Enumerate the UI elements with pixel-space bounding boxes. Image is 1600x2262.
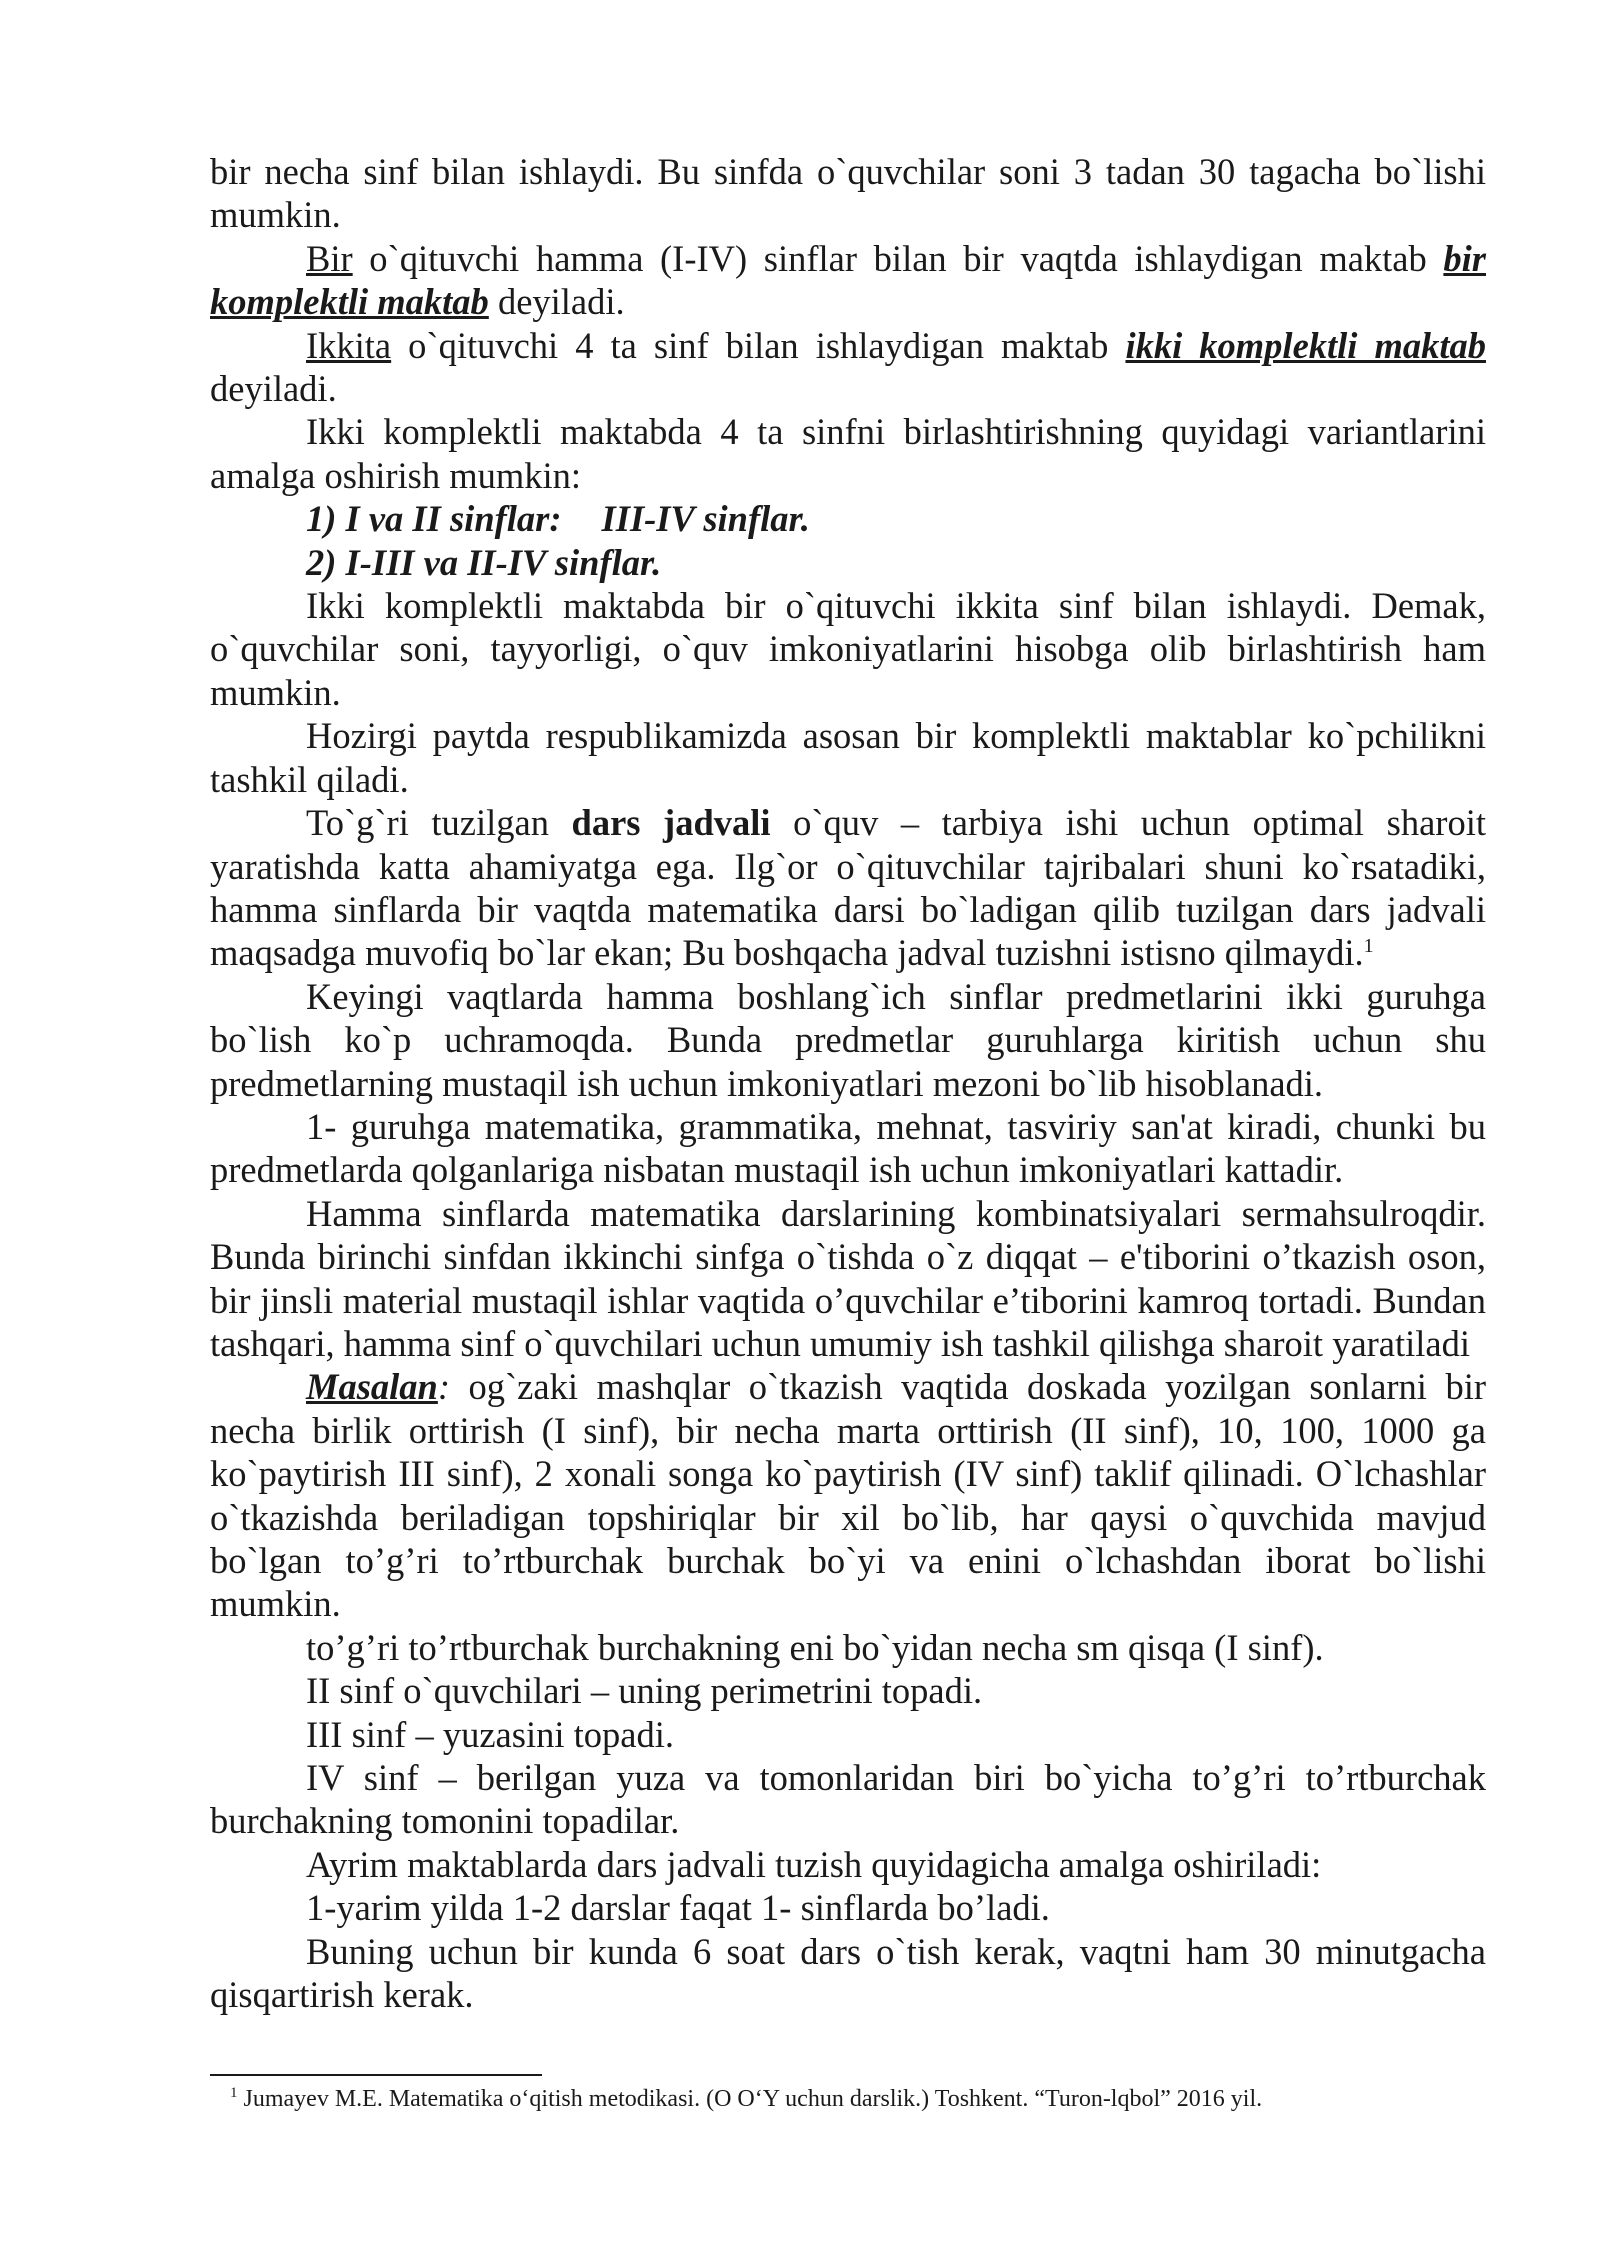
underlined-term: Ikkita (306, 324, 392, 366)
defined-term: bir komplektli maktab (210, 237, 1486, 323)
footnote-reference[interactable]: 1 (1363, 935, 1374, 958)
paragraph: Hozirgi paytda respublikamizda asosan bir komplektli maktablar ko`pchilikni tashkil qiladi. (210, 715, 1486, 800)
text-run: o`qituvchi 4 ta sinf bilan ishlaydigan maktab (391, 324, 1126, 366)
paragraph: 1- guruhga matematika, grammatika, mehnat, tasviriy san'at kiradi, chunki bu predmetlarda qolganlariga nisbatan mustaqil ish uchun imkoniyatlari kattadir. (210, 1105, 1486, 1191)
text-run: : (437, 1366, 451, 1408)
paragraph (210, 237, 1486, 324)
example-label: Masalan (306, 1366, 438, 1408)
list-item-part: III-IV sinflar. (601, 498, 810, 540)
paragraph: bir necha sinf bilan ishlaydi. Bu sinfda o`quvchilar soni 3 tadan 30 tagacha bo`lishi mumkin. (210, 151, 1486, 236)
footnote-text: Jumayev M.E. Matematika o‘qitish metodikasi. (O O‘Y uchun darslik.) Toshkent. “Turon-lqbol” 2016 yil. (237, 2086, 1263, 2112)
footnote (230, 2084, 1470, 2114)
underlined-term: Bir (306, 237, 353, 279)
bold-term: dars jadvali (571, 802, 771, 844)
paragraph: Hamma sinflarda matematika darslarining kombinatsiyalari sermahsulroqdir. Bunda birinchi sinfdan ikkinchi sinfga o`tishda o`z diqqat – e'tiborini o’tkazish oson, bir jinsli material mustaqil ishlar vaqtida o’quvchilar e’tiborini kamroq tortadi. Bundan tashqari, hamma sinf o`quvchilari uchun umumiy ish tashkil qilishga sharoit yaratiladi (210, 1192, 1486, 1364)
text-run: o`quv – tarbiya ishi uchun optimal sharoit yaratishda katta ahamiyatga ega. Ilg`or o`qituvchilar tajribalari shuni ko`rsatadiki, hamma sinflarda bir vaqtda matematika darsi bo`ladigan qilib tuzilgan dars jadvali maqsadga muvofiq bo`lar ekan; Bu boshqacha jadval tuzishni istisno qilmaydi. (210, 802, 1486, 974)
paragraph: to’g’ri to’rtburchak burchakning eni bo`yidan necha sm qisqa (I sinf). (306, 1626, 1324, 1668)
defined-term: ikki komplektli maktab (1125, 324, 1487, 366)
paragraph: IV sinf – berilgan yuza va tomonlaridan biri bo`yicha to’g’ri to’rtburchak burchakning tomonini topadilar. (210, 1757, 1486, 1842)
text-run: og`zaki mashqlar o`tkazish vaqtida doskada yozilgan sonlarni bir necha birlik orttirish (I sinf), bir necha marta orttirish (II sinf), 10, 100, 1000 ga ko`paytirish III sinf), 2 xonali songa ko`paytirish (IV sinf) taklif qilinadi. O`lchashlar o`tkazishda beriladigan topshiriqlar bir xil bo`lib, har qaysi o`quvchida mavjud bo`lgan to’g’ri to’rtburchak burchak bo`yi va enini o`lchashdan iborat bo`lishi mumkin. (210, 1366, 1486, 1625)
paragraph (210, 1365, 1486, 1625)
text-run: deyiladi. (488, 281, 625, 323)
paragraph: II sinf o`quvchilari – uning perimetrini topadi. (306, 1670, 983, 1712)
paragraph: 1-yarim yilda 1-2 darslar faqat 1- sinflarda bo’ladi. (306, 1887, 1050, 1929)
paragraph (210, 801, 1486, 975)
footnote-number: 1 (230, 2085, 238, 2101)
paragraph: Ikki komplektli maktabda bir o`qituvchi ikkita sinf bilan ishlaydi. Demak, o`quvchilar soni, tayyorligi, o`quv imkoniyatlarini hisobga olib birlashtirish ham mumkin. (210, 585, 1486, 713)
paragraph: Keyingi vaqtlarda hamma boshlang`ich sinflar predmetlarini ikki guruhga bo`lish ko`p uchramoqda. Bunda predmetlar guruhlarga kiritish uchun shu predmetlarning mustaqil ish uchun imkoniyatlari mezoni bo`lib hisoblanadi. (210, 975, 1486, 1104)
paragraph (210, 324, 1486, 411)
list-item: 2) I-III va II-IV sinflar. (306, 541, 662, 583)
text-run: deyiladi. (210, 368, 337, 410)
paragraph: Ayrim maktablarda dars jadvali tuzish quyidagicha amalga oshiriladi: (306, 1843, 1322, 1885)
footnote-separator (210, 2074, 542, 2076)
list-item (210, 497, 1486, 540)
text-run: o`qituvchi hamma (I-IV) sinflar bilan bir vaqtda ishlaydigan maktab (352, 237, 1444, 279)
paragraph: III sinf – yuzasini topadi. (306, 1713, 674, 1755)
paragraph: Ikki komplektli maktabda 4 ta sinfni birlashtirishning quyidagi variantlarini amalga oshirish mumkin: (210, 411, 1486, 496)
paragraph: Buning uchun bir kunda 6 soat dars o`tish kerak, vaqtni ham 30 minutgacha qisqartirish kerak. (210, 1930, 1486, 2016)
list-item-part: 1) I va II sinflar: (306, 498, 562, 540)
text-run: To`g`ri tuzilgan (306, 802, 572, 844)
document-body (210, 150, 1486, 2016)
